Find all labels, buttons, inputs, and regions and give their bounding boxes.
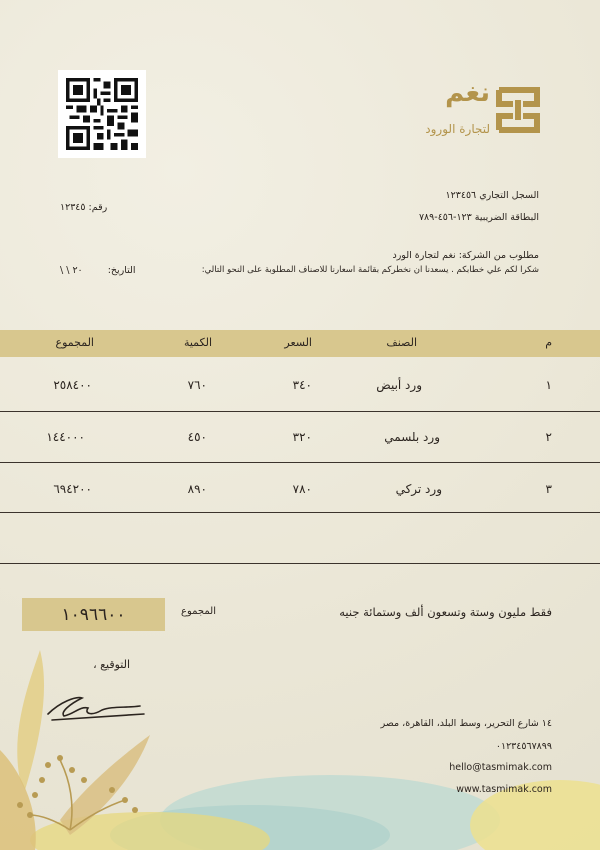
invoice-date-value: ٢٠ \ \ <box>60 265 83 276</box>
qr-code <box>58 70 146 158</box>
invoice-date-label: التاريخ: <box>107 265 136 276</box>
row-2-total: ١٤٤٠٠٠ <box>46 430 85 444</box>
row-3-price: ٧٨٠ <box>292 482 312 496</box>
row-2-item: ورد بلسمي <box>384 430 440 444</box>
intro-message: شكرا لكم علي خطابكم . يسعدنا ان نخطركم بقائمة اسعارنا للاصناف المطلوبة على النحو التالي: <box>201 265 539 275</box>
row-2-no: ٢ <box>545 430 552 444</box>
tax-card: البطاقة الضريبية ١٢٣-٤٥٦-٧٨٩ <box>418 212 539 223</box>
brand-tagline: لتجارة الورود <box>425 122 490 136</box>
col-header-qty: الكمية <box>183 336 212 349</box>
invoice-number-label: رقم: <box>88 202 108 213</box>
invoice-date <box>60 265 136 276</box>
col-header-total: المجموع <box>55 336 94 349</box>
requested-from: مطلوب من الشركة: نغم لتجارة الورد <box>392 250 539 261</box>
amount-in-words: فقط مليون وستة وتسعون ألف وستمائة جنيه <box>339 605 552 619</box>
signature-label: التوقيع ، <box>93 658 130 671</box>
row-divider <box>0 563 600 564</box>
row-divider <box>0 462 600 463</box>
website: www.tasmimak.com <box>456 784 552 795</box>
col-header-price: السعر <box>284 336 312 349</box>
row-3-item: ورد تركي <box>395 482 442 496</box>
row-1-no: ١ <box>545 378 552 392</box>
floral-decoration <box>0 630 600 850</box>
brand-logo-icon <box>496 86 540 134</box>
address: ١٤ شارع التحرير، وسط البلد، القاهرة، مصر <box>380 718 552 729</box>
row-2-price: ٣٢٠ <box>292 430 312 444</box>
row-3-total: ٦٩٤٢٠٠ <box>53 482 92 496</box>
row-divider <box>0 512 600 513</box>
col-header-item: الصنف <box>386 336 417 349</box>
col-header-no: م <box>545 336 552 349</box>
row-1-price: ٣٤٠ <box>292 378 312 392</box>
brand-name: نغم <box>445 78 490 108</box>
phone: ٠١٢٣٤٥٦٧٨٩٩ <box>495 741 552 752</box>
invoice-number-value: ١٢٣٤٥ <box>60 202 86 213</box>
row-divider <box>0 411 600 412</box>
row-1-total: ٢٥٨٤٠٠ <box>53 378 92 392</box>
row-3-no: ٣ <box>545 482 552 496</box>
grand-total: ١٠٩٦٦٠٠ <box>22 598 165 631</box>
row-1-qty: ٧٦٠ <box>187 378 207 392</box>
commercial-register: السجل التجاري ١٢٣٤٥٦ <box>445 190 539 201</box>
signature-scribble-icon <box>40 690 150 726</box>
email: hello@tasmimak.com <box>449 762 552 773</box>
row-3-qty: ٨٩٠ <box>187 482 207 496</box>
row-2-qty: ٤٥٠ <box>187 430 207 444</box>
qr-code-icon <box>66 78 138 150</box>
row-1-item: ورد أبيض <box>376 378 422 392</box>
total-label: المجموع <box>181 606 216 617</box>
invoice-number <box>60 202 107 213</box>
